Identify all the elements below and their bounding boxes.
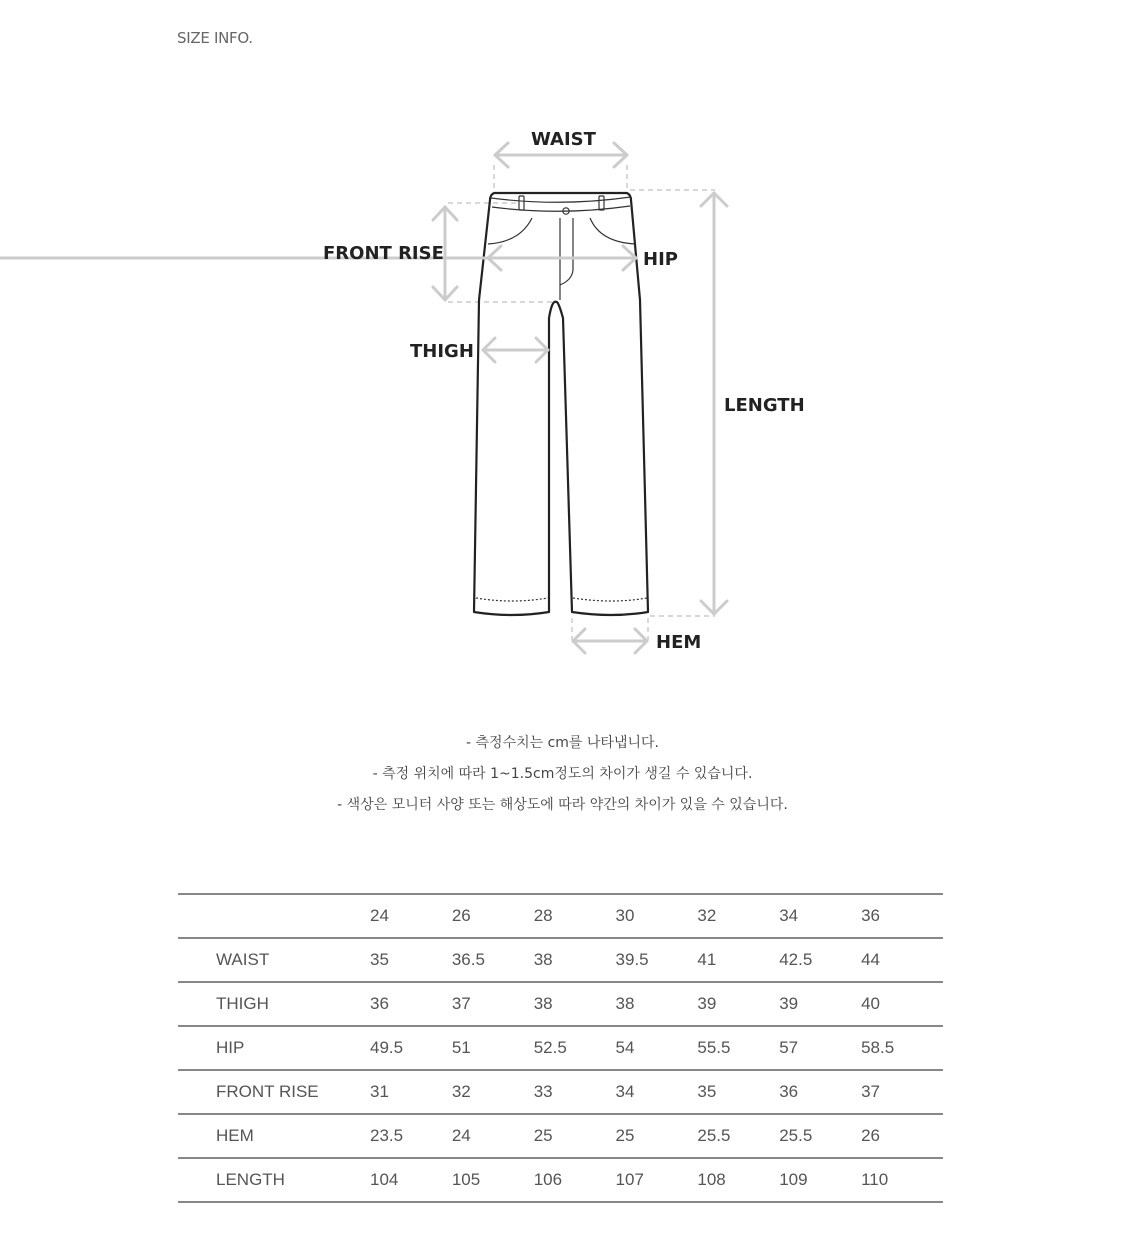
cell: 57 — [779, 1038, 799, 1057]
cell: 25 — [533, 1126, 553, 1145]
row-label: FRONT RISE — [216, 1082, 319, 1101]
cell: 38 — [533, 950, 553, 969]
cell: 35 — [370, 950, 389, 969]
table-row — [178, 982, 943, 1026]
row-label: THIGH — [216, 994, 269, 1013]
cell: 37 — [451, 994, 471, 1013]
table-header-row — [178, 894, 943, 938]
cell: 38 — [615, 994, 635, 1013]
cell: 105 — [451, 1170, 481, 1189]
thigh-label: THIGH — [410, 341, 474, 362]
size-header: 30 — [615, 906, 635, 925]
cell: 36 — [370, 994, 389, 1013]
cell: 25 — [615, 1126, 635, 1145]
table-row — [178, 1026, 943, 1070]
hem-label: HEM — [656, 632, 702, 653]
cell: 104 — [370, 1170, 399, 1189]
cell: 44 — [861, 950, 880, 969]
cell: 31 — [370, 1082, 389, 1101]
table-row — [178, 1114, 943, 1158]
note-line: - 측정 위치에 따라 1~1.5cm정도의 차이가 생길 수 있습니다. — [372, 766, 753, 782]
cell: 23.5 — [370, 1126, 404, 1145]
measurement-notes — [0, 728, 1125, 821]
size-header: 36 — [861, 906, 880, 925]
cell: 32 — [451, 1082, 471, 1101]
cell: 26 — [861, 1126, 880, 1145]
waist-label: WAIST — [531, 129, 596, 150]
row-label: HEM — [216, 1126, 254, 1145]
note-line: - 색상은 모니터 사양 또는 해상도에 따라 약간의 차이가 있을 수 있습니다. — [337, 797, 788, 813]
cell: 58.5 — [861, 1038, 895, 1057]
size-table — [178, 893, 943, 1203]
cell: 39 — [779, 994, 799, 1013]
cell: 41 — [697, 950, 717, 969]
cell: 49.5 — [370, 1038, 404, 1057]
front-rise-label: FRONT RISE — [323, 243, 444, 264]
cell: 25.5 — [697, 1126, 731, 1145]
cell: 55.5 — [697, 1038, 731, 1057]
cell: 42.5 — [779, 950, 813, 969]
cell: 108 — [697, 1170, 726, 1189]
table-row — [178, 938, 943, 982]
hip-label: HIP — [643, 249, 678, 270]
cell: 34 — [615, 1082, 635, 1101]
cell: 106 — [533, 1170, 563, 1189]
cell: 39.5 — [615, 950, 649, 969]
row-label: HIP — [216, 1038, 245, 1057]
cell: 37 — [861, 1082, 880, 1101]
size-header: 24 — [370, 906, 389, 925]
length-label: LENGTH — [724, 395, 805, 416]
cell: 109 — [779, 1170, 808, 1189]
size-header: 32 — [697, 906, 717, 925]
cell: 35 — [697, 1082, 717, 1101]
cell: 38 — [533, 994, 553, 1013]
cell: 33 — [533, 1082, 553, 1101]
cell: 36.5 — [451, 950, 485, 969]
row-label: LENGTH — [216, 1170, 285, 1189]
cell: 24 — [451, 1126, 471, 1145]
page-title: SIZE INFO. — [177, 29, 253, 47]
size-header: 34 — [779, 906, 799, 925]
note-line: - 측정수치는 cm를 나타냅니다. — [466, 735, 659, 751]
cell: 36 — [779, 1082, 799, 1101]
size-header: 28 — [533, 906, 553, 925]
header-corner-cell — [178, 894, 370, 938]
cell: 54 — [615, 1038, 635, 1057]
cell: 107 — [615, 1170, 644, 1189]
row-label: WAIST — [216, 950, 270, 969]
cell: 39 — [697, 994, 717, 1013]
cell: 110 — [861, 1170, 889, 1189]
table-row — [178, 1070, 943, 1114]
size-header: 26 — [451, 906, 471, 925]
cell: 52.5 — [533, 1038, 567, 1057]
cell: 40 — [861, 994, 880, 1013]
cell: 25.5 — [779, 1126, 813, 1145]
table-row — [178, 1158, 943, 1202]
cell: 51 — [451, 1038, 471, 1057]
